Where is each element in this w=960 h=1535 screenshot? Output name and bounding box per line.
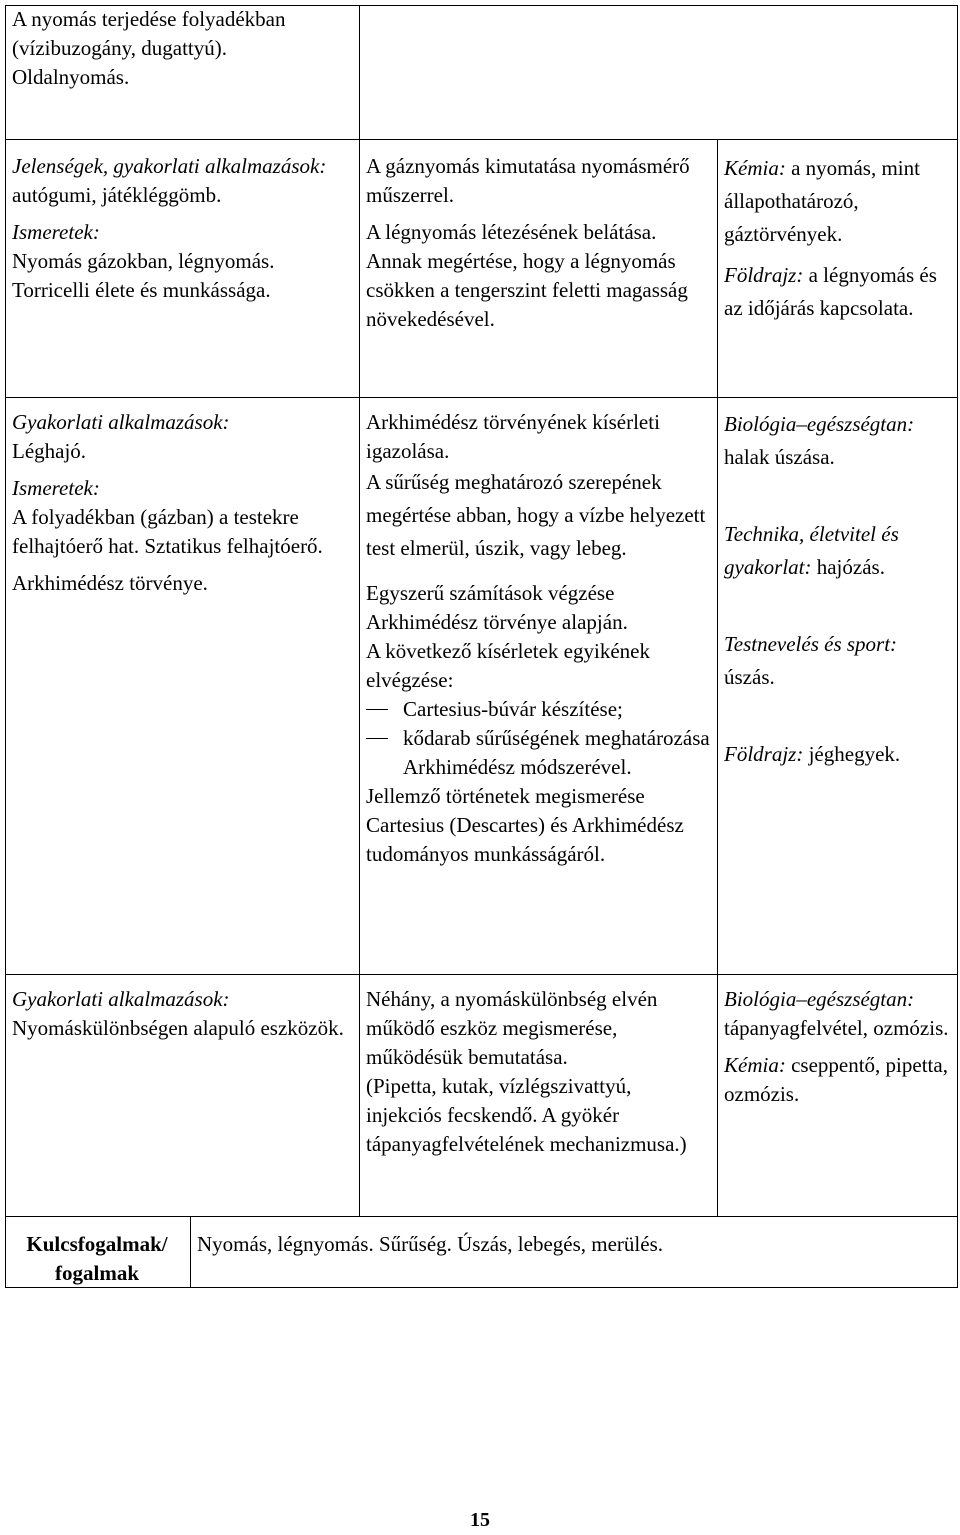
text: A légnyomás létezésének belátása. Annak megértése, hogy a légnyomás csökken a tengerszint feletti magasság növekedésével. [366,220,688,331]
label: Ismeretek: [12,476,100,500]
text: jéghegyek. [803,742,901,766]
label: Biológia–egészségtan: [724,412,915,436]
list-item: kődarab sűrűségének meghatározása Arkhimédész módszerével. [366,724,711,782]
row-divider-4 [5,1216,958,1217]
key-concepts-text: Nyomás, légnyomás. Sűrűség. Úszás, lebegés, merülés. [197,1232,663,1256]
label: Gyakorlati alkalmazások: [12,410,230,434]
row1-col3 [724,152,949,325]
col-divider-1 [359,5,360,1216]
row0-col1 [12,5,352,92]
text: Arkhimédész törvénye. [12,571,208,595]
page-number: 15 [470,1509,490,1531]
text: cseppentő, pipetta, ozmózis. [724,1053,948,1106]
label: Testnevelés és sport: [724,632,898,656]
row-divider-3 [5,974,958,975]
text: halak úszása. [724,445,835,469]
label: Biológia–egészségtan: [724,987,915,1011]
row2-col3 [724,408,949,771]
label: Földrajz: [724,263,804,287]
label: Jelenségek, gyakorlati alkalmazások: [12,154,327,178]
text-line: (vízibuzogány, dugattyú). [12,36,227,60]
text: Léghajó. [12,439,87,463]
label: Földrajz: [724,742,804,766]
key-concepts-label: Kulcsfogalmak/ fogalmak [26,1232,168,1285]
text: Jellemző történetek megismerése Cartesius (Descartes) és Arkhimédész tudományos munkásságáról. [366,784,684,866]
text: A sűrűség meghatározó szerepének megértése abban, hogy a vízbe helyezett test elmerül, úszik, vagy lebeg. [366,470,706,560]
text: hajózás. [811,555,885,579]
text: Arkhimédész törvényének kísérleti igazolása. [366,410,660,463]
text: Néhány, a nyomáskülönbség elvén működő eszköz megismerése, működésük bemutatása. [366,987,658,1069]
row2-col1 [12,408,352,598]
text: (Pipetta, kutak, vízlégszivattyú, injekciós fecskendő. A gyökér tápanyagfelvételének mechanizmusa.) [366,1074,687,1156]
col-divider-2 [717,139,718,1216]
text: Nyomáskülönbségen alapuló eszközök. [12,1016,344,1040]
row1-col2 [366,152,711,334]
key-divider [190,1216,191,1288]
text-line: Oldalnyomás. [12,65,130,89]
text: a nyomás, mint állapothatározó, gáztörvények. [724,156,920,246]
label: Kémia: [724,1053,786,1077]
label: Ismeretek: [12,220,100,244]
list-item: Cartesius-búvár készítése; [366,695,711,724]
label: Gyakorlati alkalmazások: [12,987,230,1011]
row3-col1 [12,985,352,1043]
row3-col2 [366,985,711,1159]
label: Technika, életvitel és gyakorlat: [724,522,899,579]
text: A következő kísérletek egyikének elvégzése: [366,639,650,692]
label: Kémia: [724,156,786,180]
text: Nyomás gázokban, légnyomás. Torricelli élete és munkássága. [12,249,275,302]
text: A folyadékban (gázban) a testekre felhajtóerő hat. Sztatikus felhajtóerő. [12,505,323,558]
dash-bullet [366,709,388,710]
text: A gáznyomás kimutatása nyomásmérő műszerrel. [366,154,690,207]
text-line: A nyomás terjedése folyadékban [12,7,286,31]
dash-bullet [366,738,388,739]
row-divider-2 [5,397,958,398]
row2-col2 [366,408,711,869]
text: autógumi, játékléggömb. [12,183,222,207]
text: a légnyomás és az időjárás kapcsolata. [724,263,937,320]
text: úszás. [724,665,775,689]
row-divider-1 [5,139,958,140]
text: tápanyagfelvétel, ozmózis. [724,1016,949,1040]
row1-col1 [12,152,332,305]
row3-col3 [724,985,949,1109]
text: Egyszerű számítások végzése Arkhimédész törvénye alapján. [366,581,628,634]
